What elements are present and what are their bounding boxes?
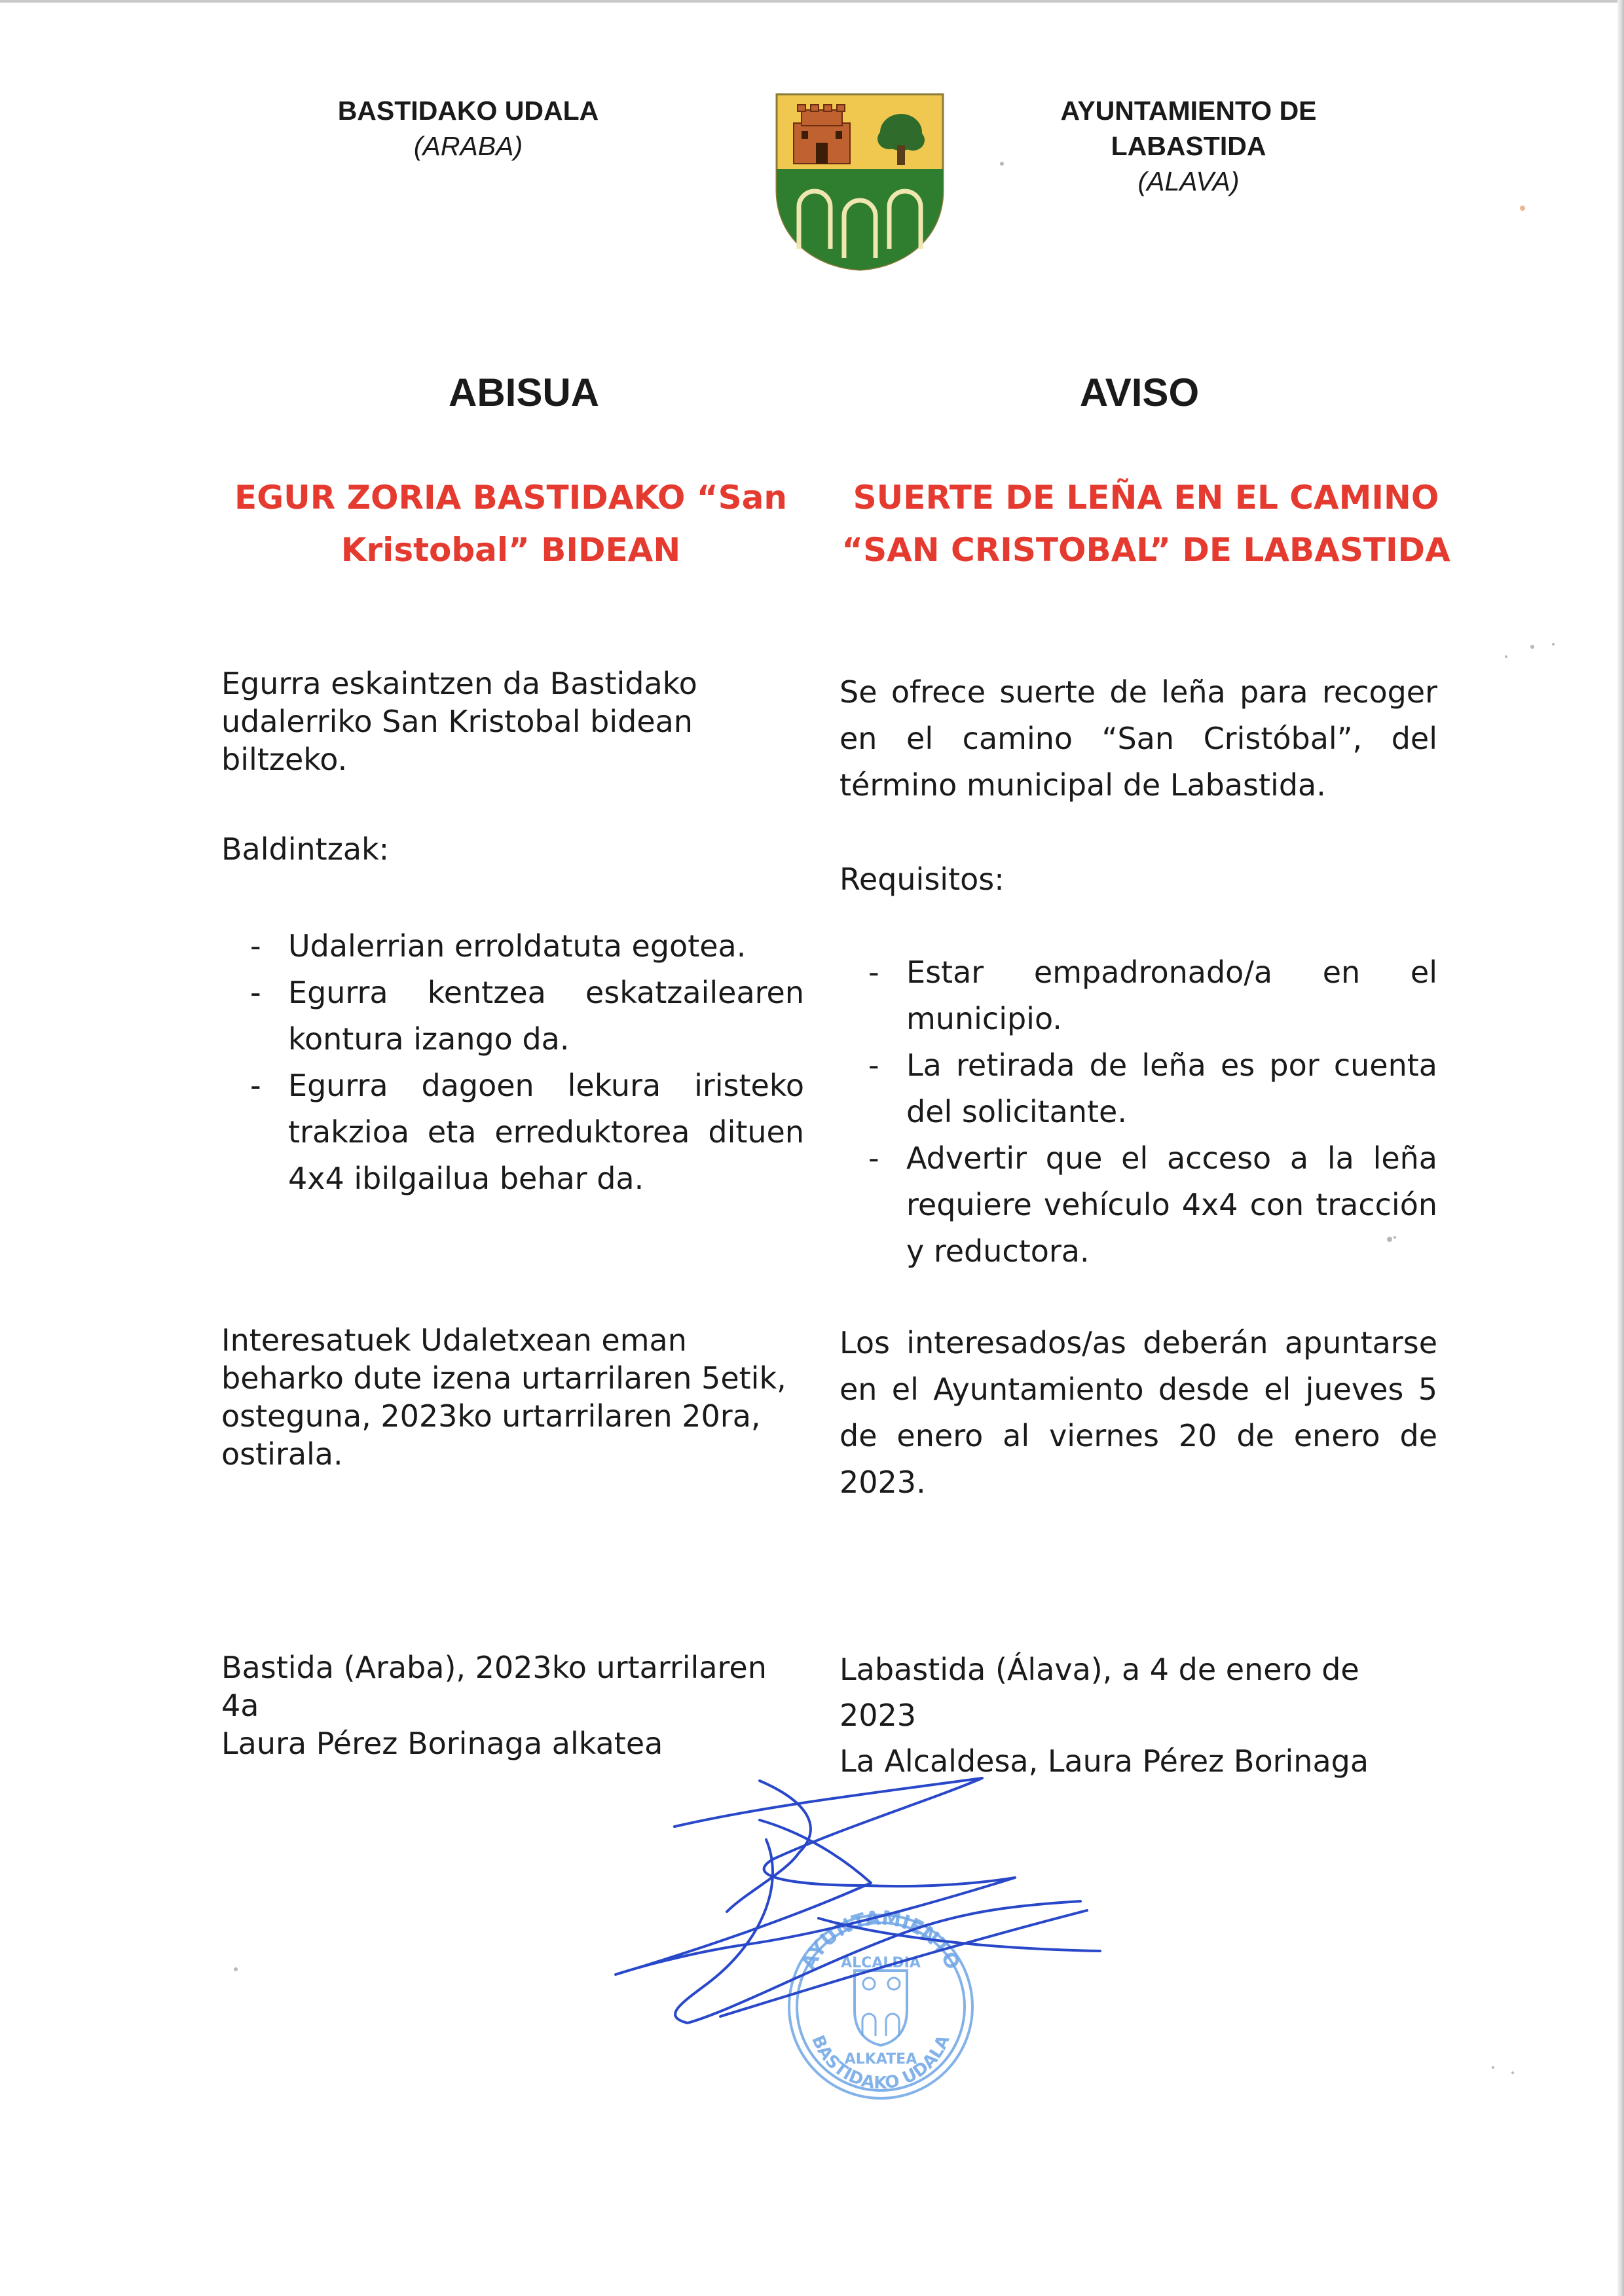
header-right-province: (ALAVA) <box>1137 166 1240 196</box>
basque-signatory: Laura Pérez Borinaga alkatea <box>221 1726 663 1761</box>
list-item: - Advertir que el acceso a la leña requiere vehículo 4x4 con tracción y reductora. <box>840 1135 1437 1275</box>
header-left-name: BASTIDAKO UDALA <box>337 96 599 126</box>
basque-date: Bastida (Araba), 2023ko urtarrilaren 4a <box>221 1650 767 1723</box>
spanish-intro-text: Se ofrece suerte de leña para recoger en el camino “San Cristóbal”, del término municipal de Labastida. <box>840 674 1437 803</box>
list-item: - Udalerrian erroldatuta egotea. <box>221 923 804 970</box>
subtitle-basque-line2: Kristobal” BIDEAN <box>341 531 681 569</box>
list-item: - Estar empadronado/a en el municipio. <box>840 949 1437 1042</box>
title-basque: ABISUA <box>448 371 599 414</box>
basque-intro-text: Egurra eskaintzen da Bastidako udalerriko San Kristobal bidean biltzeko. <box>221 666 697 777</box>
stamp-mid-text: ALCALDIA <box>841 1955 921 1971</box>
spanish-signatory: La Alcaldesa, Laura Pérez Borinaga <box>840 1743 1369 1779</box>
subtitle-spanish-line2: “SAN CRISTOBAL” DE LABASTIDA <box>841 531 1450 569</box>
subtitle-spanish-line1: SUERTE DE LEÑA EN EL CAMINO <box>853 479 1439 517</box>
list-item: - Egurra kentzea eskatzailearen kontura izango da. <box>221 970 804 1063</box>
subtitle-basque-line1: EGUR ZORIA BASTIDAKO “San <box>234 479 788 517</box>
spanish-date: Labastida (Álava), a 4 de enero de 2023 <box>840 1652 1359 1733</box>
stamp-bottom-text: BASTIDAKO UDALA <box>807 2032 954 2094</box>
stamp-lower-text: ALKATEA <box>844 2051 917 2068</box>
header-right-line1: AYUNTAMIENTO DE <box>1060 96 1317 126</box>
stamp-top-text: AYUNTAMIENTO <box>797 1906 965 1974</box>
title-spanish: AVISO <box>1079 371 1200 414</box>
spanish-requirements-label: Requisitos: <box>840 862 1005 897</box>
basque-registration-text: Interesatuek Udaletxean eman beharko dute izena urtarrilaren 5etik, osteguna, 2023ko urtarrilaren 20ra, ostirala. <box>221 1322 786 1472</box>
header-right-line2: LABASTIDA <box>1111 131 1266 161</box>
basque-conditions-label: Baldintzak: <box>221 831 390 867</box>
list-item: - La retirada de leña es por cuenta del solicitante. <box>840 1042 1437 1135</box>
header-left-province: (ARABA) <box>413 131 523 161</box>
spanish-registration-text: Los interesados/as deberán apuntarse en el Ayuntamiento desde el jueves 5 de enero al viernes 20 de enero de 2023. <box>840 1325 1437 1500</box>
list-item: - Egurra dagoen lekura iristeko trakzioa eta erreduktorea dituen 4x4 ibilgailua behar da. <box>221 1063 804 1202</box>
